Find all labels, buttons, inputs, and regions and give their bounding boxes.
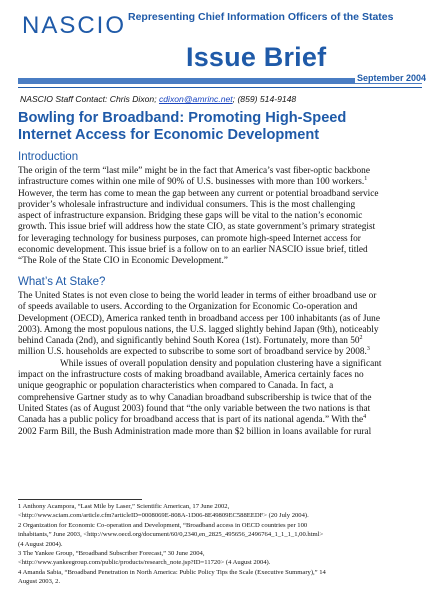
body-line: While issues of overall population density and population clustering have a significant [60,358,382,369]
section-heading-whats-at-stake: What’s At Stake? [18,276,106,288]
footnote-divider [18,499,142,500]
body-line: provider’s wholesale infrastructure and individual consumers. This is the most challenging [18,199,356,210]
body-line: The United States is not even close to being the world leader in terms of either broadband use or [18,291,377,301]
footnote-line: <http://www.sciam.com/article.cfm?articleID=0008069E-808A-1D06-8E49809EC588EEDF> (20 July 2004). [18,512,309,520]
body-line: comprehensive Gartner study as to why Canadian broadband subscribership is twice that of the [18,392,372,403]
footnote-line: <http://www.yankeegroup.com/public/products/research_note.jsp?ID=11720> (4 August 2004). [18,559,271,567]
body-line: The origin of the term “last mile” might be in the fact that America’s vast fiber-optic backbone [18,166,370,176]
body-line: unique geographic or population characteristics when compared to Canada. In fact, a [18,381,334,392]
body-line: infrastructure comes within one mile of 90% of U.S. businesses with more than 100 workers.$^1$ [18,176,368,188]
staff-email-link[interactable]: cdixon@amrinc.net [158,94,233,104]
footnote-line: (4 August 2004). [18,540,63,548]
body-line: aspect of infrastructure expansion. Bridging these gaps will be vital to the nation’s economic [18,211,363,222]
footnote-line: 3 The Yankee Group, “Broadband Subscriber Forecast,” 30 June 2004, [18,550,205,558]
introduction-body [18,166,420,268]
org-tagline: Representing Chief Information Officers of the States [128,11,394,23]
title-line: Internet Access for Economic Development [18,127,320,143]
footnote-line: inhabitants,” June 2003, <http://www.oecd.org/document/60/0,2340,en_2825_495656_2496764_1_1_1_1,00.html> [18,531,324,539]
staff-phone: ; (859) 514-9148 [232,94,297,104]
body-line: 2003). Among the most populous nations, the U.S. lagged slightly behind Japan (9th), noticeably [18,324,379,335]
body-line: impact on the infrastructure costs of making broadband available, America certainly faces no [18,370,364,381]
body-line: economic development. This issue brief is a follow on to an earlier NASCIO issue brief, titled [18,245,368,256]
footnote-line: August 2003, 2. [18,578,61,586]
section-heading-introduction: Introduction [18,151,79,163]
body-line: behind Canada (2nd), and significantly behind South Korea (1st). Fortunately, more than $50^2$ [18,335,363,347]
body-line: million U.S. households are expected to subscribe to some sort of broadband service by 2008.$^3$ [18,346,370,358]
doc-type-title: Issue Brief [186,42,327,72]
staff-contact-label: NASCIO Staff Contact: Chris Dixon; [20,94,157,104]
issue-date: September 2004 [356,73,426,83]
header-divider [18,87,422,88]
body-line: Development (OECD), America ranked tenth in broadband access per 100 inhabitants (as of June [18,313,380,324]
brief-title [18,110,418,144]
title-line: Bowling for Broadband: Promoting High-Speed [18,110,347,126]
footnote-line: 1 Anthony Acampora, “Last Mile by Laser,” Scientific American, 17 June 2002, [18,503,230,510]
staff-contact [20,94,296,104]
logo-wordmark: NASCIO [22,12,127,39]
whats-at-stake-body [18,291,420,438]
footnote-line: 2 Organization for Economic Co-operation and Development, “Broadband access in OECD countries per 100 [18,521,308,529]
body-line: of speeds available to users. According to the Organization for Economic Co-operation and [18,302,358,313]
body-line: “The Role of the State CIO in Economic Development.” [18,256,228,267]
body-line: growth. This issue brief will address how the state CIO, as state government’s primary strategist [18,222,376,233]
body-line: 2002 Farm Bill, the Bush Administration made more than $2 billion in loans available for rural [18,426,372,437]
body-line: Canada has a public policy for broadband access that is part of its national agenda.” With the$^4$ [18,414,367,426]
body-line: for leveraging technology for business purposes, can promote high-speed Internet access for [18,233,361,244]
footnotes [18,503,422,588]
footnote-line: 4 Amanda Sabia, “Broadband Penetration in North America: Public Policy Tips the Scale (Executive Summary),” 14 [18,568,326,576]
body-line: However, the term has come to mean the gap between any current or potential broadband service [18,188,379,199]
body-line: United States (as of August 2003) found that “the only variable between the two nations is that [18,403,371,414]
